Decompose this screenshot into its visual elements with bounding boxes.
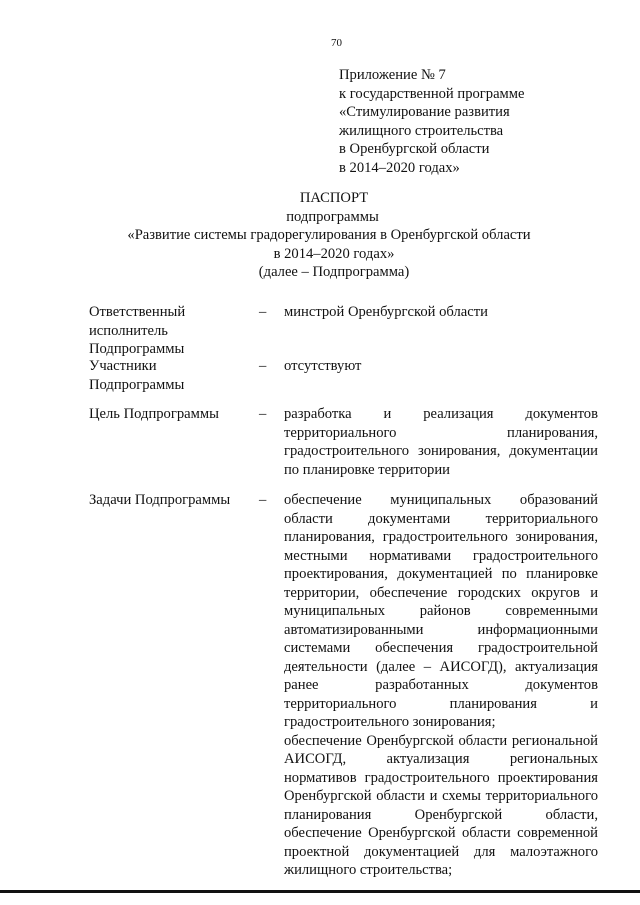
row-label-line: исполнитель xyxy=(89,322,168,339)
row-dash: – xyxy=(259,304,267,320)
appendix-line: жилищного строительства xyxy=(339,122,504,139)
row-value xyxy=(284,303,598,322)
appendix-line: в Оренбургской области xyxy=(339,141,490,157)
row-value-paragraph: разработка и реализация документов территориального планирования, градостроительного зонирования, документации по планировке территории xyxy=(284,406,598,478)
row-label xyxy=(89,491,251,510)
row-value-paragraph: обеспечение муниципальных образований области документами территориального планирования, градостроительного зонирования, местными нормативами градостроительного проектирования, документацией по планировке территории, обеспечение городских округов и муниципальных районов современными автоматизированными информационными системами обеспечения градостроительной деятельности (далее – АИСОГД), актуализация ранее разработанных документов территориального планирования и градостроительного зонирования; xyxy=(284,492,598,730)
row-value-paragraph: обеспечение Оренбургской области региональной АИСОГД, актуализация региональных нормативов градостроительного проектирования Оренбургской области и схемы территориального планирования Оренбургской области, обеспечение Оренбургской области современной проектной документацией для малоэтажного жилищного строительства; xyxy=(284,732,598,878)
row-dash: – xyxy=(259,358,267,374)
row-label xyxy=(89,357,251,394)
appendix-line: Приложение № 7 xyxy=(339,67,446,83)
row-label-line: Задачи Подпрограммы xyxy=(89,492,231,508)
page-number: 70 xyxy=(331,37,342,49)
row-dash: – xyxy=(259,406,267,422)
row-dash: – xyxy=(259,492,267,508)
appendix-line: в 2014–2020 годах» xyxy=(339,159,460,176)
row-label-line: Участники xyxy=(89,358,157,374)
appendix-line: «Стимулирование развития xyxy=(339,104,510,120)
passport-heading: ПАСПОРТ xyxy=(299,190,369,206)
row-value xyxy=(284,405,598,479)
row-label xyxy=(89,303,251,359)
bottom-scan-border xyxy=(0,890,640,893)
row-label xyxy=(89,405,251,424)
row-value-paragraph: отсутствуют xyxy=(284,358,362,374)
subprogram-abbrev: (далее – Подпрограмма) xyxy=(258,264,410,280)
row-label-line: Подпрограммы xyxy=(89,376,185,393)
row-value xyxy=(284,357,598,376)
row-label-line: Цель Подпрограммы xyxy=(89,406,219,422)
subprogram-name-line-1: «Развитие системы градорегулирования в Оренбургской области xyxy=(127,227,531,243)
passport-subheading: подпрограммы xyxy=(286,208,379,225)
subprogram-name-line-2: в 2014–2020 годах» xyxy=(273,245,395,262)
appendix-line: к государственной программе xyxy=(339,85,525,102)
row-label-line: Подпрограммы xyxy=(89,341,185,357)
row-label-line: Ответственный xyxy=(89,304,186,320)
appendix-block xyxy=(339,66,635,177)
row-value xyxy=(284,491,598,880)
row-value-paragraph: минстрой Оренбургской области xyxy=(284,304,488,320)
title-block xyxy=(0,189,640,282)
